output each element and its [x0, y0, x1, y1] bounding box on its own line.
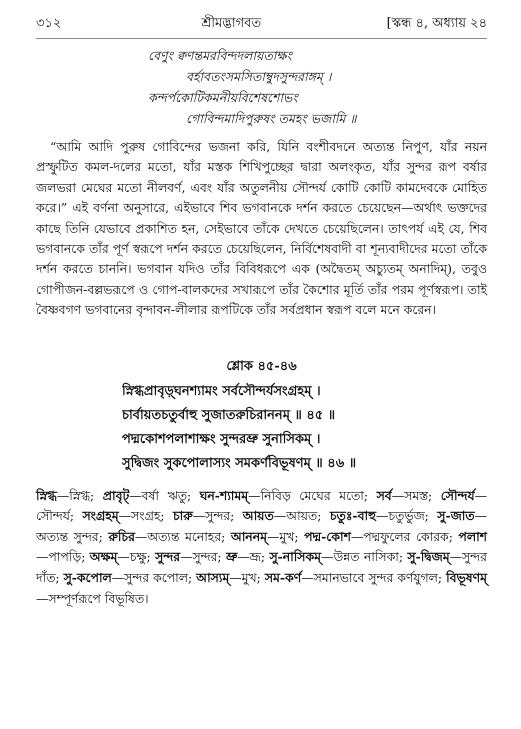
synonym-word: সু-কপোল	[63, 570, 112, 586]
synonym-word: সু-দ্বিজম্	[407, 549, 450, 565]
synonym-meaning: সমস্ত;	[404, 487, 433, 503]
synonym-meaning: সুন্দর;	[192, 549, 222, 565]
synonym-meaning: উন্নত নাসিকা;	[333, 549, 404, 565]
synonym-meaning: সম্পূর্ণরূপে বিভূষিত।	[48, 590, 149, 606]
synonym-word: রুচির	[108, 528, 135, 544]
synonym-meaning: সুন্দর;	[205, 508, 235, 524]
synonym-meaning: পদ্মফুলের কোরক;	[363, 528, 453, 544]
synonym-meaning: সুন্দর দাঁত;	[36, 549, 487, 586]
shloka-line: স্নিগ্ধপ্রাবৃড়্‌ঘনশ্যামং সর্বসৌন্দর্যসংগ্রহম্ ।	[122, 383, 321, 399]
synonym-meaning: মুখ;	[279, 528, 299, 544]
synonym-word: আননম্	[230, 528, 267, 544]
book-title: শ্রীমদ্ভাগবত	[201, 16, 262, 31]
synonym-word: বিভূষণম্	[446, 570, 487, 586]
synonym-word: পলাশ	[458, 528, 487, 544]
synonym-word: সুন্দর	[155, 549, 181, 565]
synonym-word: পদ্ম-কোশ	[304, 528, 351, 544]
shloka-line: সুদ্বিজং সুকপোলাস্যং সমকর্ণবিভূষণম্ ॥ ৪৬ ॥	[122, 455, 357, 471]
shloka-heading: শ্লোক ৪৫-৪৬	[226, 358, 297, 374]
synonym-word: সু-নাসিকম্	[269, 549, 322, 565]
synonym-meaning: নিবিড় মেঘের মতো;	[260, 487, 369, 503]
page-header	[36, 14, 487, 39]
synonym-meaning: অত্যন্ত মনোহর;	[147, 528, 226, 544]
synonym-word: চতুঃ-বাহু	[329, 508, 376, 524]
synonym-meaning: সমানভাবে সুন্দর কর্ণযুগল;	[313, 570, 443, 586]
synonym-word: সম-কর্ণ	[264, 570, 302, 586]
page-number: ৩১২	[36, 16, 62, 31]
synonym-meaning: সুন্দর কপোল;	[124, 570, 193, 586]
synonym-word: ভ্রু	[225, 549, 238, 565]
synonym-meaning: চতুর্ভুজ;	[388, 508, 429, 524]
shloka-text	[36, 380, 487, 476]
synonym-word: প্রাবৃট্	[102, 487, 130, 503]
quoted-verse-line: কন্দর্পকোটিকমনীয়বিশেষশোভং	[148, 90, 298, 105]
synonym-word: স্নিগ্ধ	[36, 487, 57, 503]
synonym-word: সৌন্দর্য	[440, 487, 475, 503]
synonym-word: সু-জাত	[437, 508, 475, 524]
quoted-verse-line: গোবিন্দমাদিপুরুষং তমহং ভজামি ॥	[186, 111, 357, 126]
synonym-meaning: অত্যন্ত সুন্দর;	[36, 528, 103, 544]
synonym-word: ঘন-শ্যামম্	[199, 487, 249, 503]
quoted-verse-line: বর্হাবতংসমসিতাম্বুদসুন্দরাঙ্গম্ ।	[186, 69, 332, 84]
word-synonyms: স্নিগ্ধ—স্নিগ্ধ; প্রাবৃট্—বর্ষা ঋতু; ঘন-শ্যামম্—নিবিড় মেঘের মতো; সর্ব—সমস্ত; সৌন্দর্য—সৌন্দর্য; সংগ্রহম্—সংগ্রহ; চারু—সুন্দর; আয়ত—আয়ত; চতুঃ-বাহু—চতুর্ভুজ; সু-জাত—অত্যন্ত সুন্দর; রুচির—অত্যন্ত মনোহর; আননম্—মুখ; পদ্ম-কোশ—পদ্মফুলের কোরক; পলাশ—পাপড়ি; অক্ষম্—চক্ষু; সুন্দর—সুন্দর; ভ্রু—ভ্রূ; সু-নাসিকম্—উন্নত নাসিকা; সু-দ্বিজম্—সুন্দর দাঁত; সু-কপোল—সুন্দর কপোল; আস্যম্—মুখ; সম-কর্ণ—সমানভাবে সুন্দর কর্ণযুগল; বিভূষণম্—সম্পূর্ণরূপে বিভূষিত।	[36, 487, 487, 606]
synonym-meaning: বর্ষা ঋতু;	[141, 487, 192, 503]
purport-paragraph: “আমি আদি পুরুষ গোবিন্দের ভজনা করি, যিনি বংশীবদনে অত্যন্ত নিপুণ, যাঁর নয়ন প্রস্ফুটিত কমল-দলের মতো, যাঁর মস্তক শিখিপুচ্ছের দ্বারা অলংকৃত, যাঁর সুন্দর রূপ বর্ষার জলভরা মেঘের মতো নীলবর্ণ, এবং যাঁর অতুলনীয় সৌন্দর্য কোটি কোটি কামদেবকে মোহিত করে।” এই বর্ণনা অনুসারে, এইভাবে শিব ভগবানকে দর্শন করতে চেয়েছেন—অর্থাৎ ভক্তদের কাছে তিনি যেভাবে প্রকাশিত হন, সেইভাবে তাঁকে দেখতে চেয়েছিলেন। তাৎপর্য এই যে, শিব ভগবানকে তাঁর পূর্ণ স্বরূপে দর্শন করতে চেয়েছিলেন, নির্বিশেষবাদী বা শূন্যবাদীদের মতো তাঁকে দর্শন করতে চাননি। ভগবান যদিও তাঁর বিবিধরূপে এক (অদ্বৈতম্ অচ্যুতম্ অনাদিম্), তবুও গোপীজন-বল্লভরূপে ও গোপ-বালকদের সখারূপে তাঁর কৈশোর মূর্তি তাঁর পরম পূর্ণস্বরূপ। তাই বৈষ্ণবগণ ভগবানের বৃন্দাবন-লীলার রূপটিকে তাঁর সর্বপ্রধান স্বরূপ বলে মনে করেন।	[36, 139, 487, 318]
synonym-meaning: ভ্রূ;	[249, 549, 266, 565]
synonym-meaning: মুখ;	[241, 570, 261, 586]
synonym-word: আয়ত	[242, 508, 274, 524]
synonym-meaning: আয়ত;	[286, 508, 322, 524]
quoted-verse	[36, 45, 487, 129]
synonym-word: আস্যম্	[196, 570, 230, 586]
synonym-meaning: চক্ষু;	[129, 549, 151, 565]
synonym-word: অক্ষম্	[89, 549, 118, 565]
synonym-meaning: সংগ্রহ;	[131, 508, 165, 524]
synonym-meaning: পাপড়ি;	[48, 549, 86, 565]
chapter-reference: [স্কন্ধ ৪, অধ্যায় ২৪	[386, 16, 487, 31]
synonym-word: সর্ব	[376, 487, 392, 503]
synonym-word: সংগ্রহম্	[82, 508, 119, 524]
synonym-meaning: স্নিগ্ধ;	[69, 487, 95, 503]
shloka-line: চার্বায়তচতুর্বাহু সুজাতরুচিরাননম্ ॥ ৪৫ ॥	[122, 407, 336, 423]
shloka-line: পদ্মকোশপলাশাক্ষং সুন্দরভ্রু সুনাসিকম্ ।	[122, 431, 321, 447]
quoted-verse-line: বেণুং ক্বণন্তমরবিন্দদলায়তাক্ষং	[148, 48, 292, 63]
synonym-meaning: সৌন্দর্য;	[36, 508, 75, 524]
synonym-word: চারু	[172, 508, 193, 524]
